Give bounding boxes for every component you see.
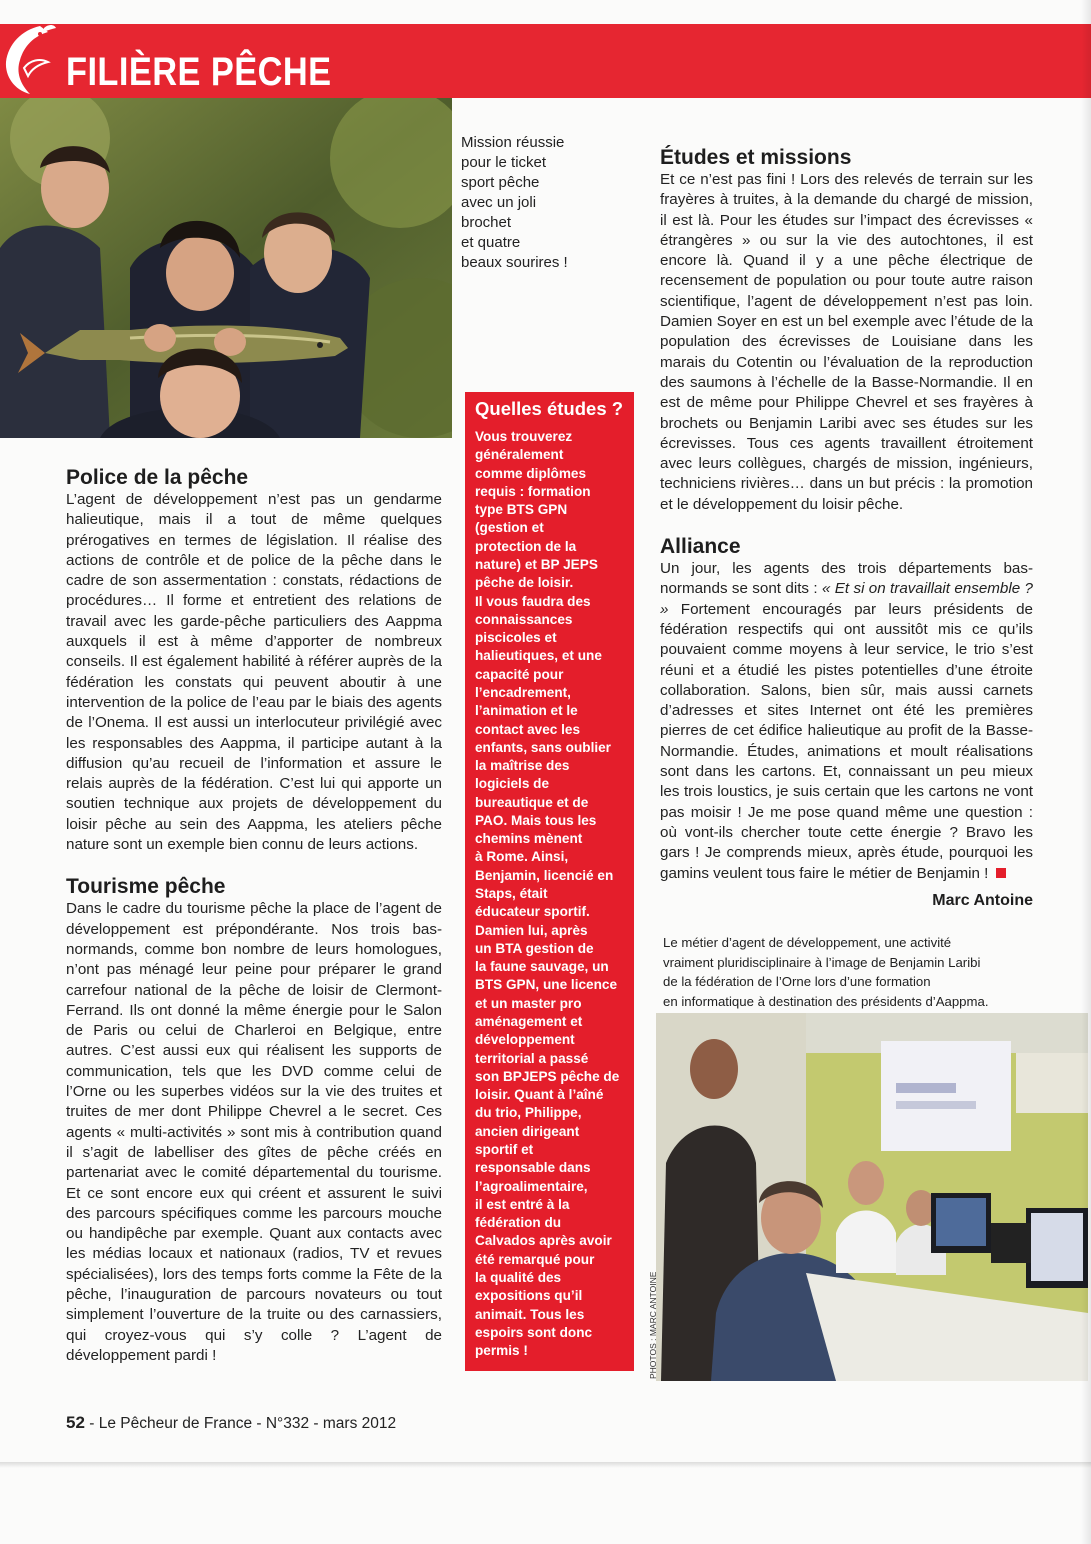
caption-line: avec un joli xyxy=(461,194,537,211)
page-number: 52 xyxy=(66,1413,85,1432)
caption-line: brochet xyxy=(461,214,512,231)
scan-edge-shadow xyxy=(0,1462,1091,1468)
left-column xyxy=(66,466,442,1366)
scan-edge-right xyxy=(1081,0,1091,1544)
caption-line: sport pêche xyxy=(461,174,540,191)
page-footer xyxy=(66,1413,396,1434)
author-signature: Marc Antoine xyxy=(932,891,1033,909)
kids-with-pike-photo xyxy=(0,98,452,438)
heading-police: Police de la pêche xyxy=(66,466,249,489)
sidebar-text: Vous trouverez généralement comme diplômes requis : formation type BTS GPN (gestion et protection de la nature) et BP JEPS pêche de loisir. Il vous faudra des connaissances piscicoles et halieutiques, et une capacité pour l’encadrement, l’animation et le contact avec les enfants, sans oublier la maîtrise des logiciels de bureautique et de PAO. Mais tous les chemins mènent à Rome. Ainsi, Benjamin, licencié en Staps, était éducateur sportif. Damien lui, après un BTA gestion de la faune sauvage, un BTS GPN, une licence et un master pro aménagement et développement territorial a passé son BPJEPS pêche de loisir. Quant à l’aîné du trio, Philippe, ancien dirigeant sportif et responsable dans l’agroalimentaire, il est entré à la fédération du Calvados après avoir été remarqué pour la qualité des expositions qu’il animait. Tous les espoirs sont donc permis ! xyxy=(475,429,620,1359)
paragraph-tourisme: Dans le cadre du tourisme pêche la place de l’agent de développement est prépondérante. Nos trois bas-normands, comme bon nombre de leurs homologues, n’ont pas ménagé leur peine pour préparer le grand carrefour national de la pêche de loisir de Clermont-Ferrand. Ils ont donné la même énergie pour le Salon de Paris ou celui de Charleroi en Belgique, entre autres. C’est aussi eux qui réalisent les supports de communication, tels que les DVD comme celui de l’Orne ou les superbes vidéos sur la vie des truites et truites de mer dont Philippe Chevrel a le secret. Ces agents « multi-activités » sont mis à contribution quand il s’agit de labelliser des gîtes de pêche créés en partenariat avec le comité départemental du tourisme. Et ce sont encore eux qui créent et assurent le suivi des parcours spécifiques comme les parcours mouche ou handipêche par exemple. Quant aux contacts avec les médias locaux et nationaux (radios, TV et revues spécialisées), lors des temps forts comme la Fête de la pêche, l’inauguration de parcours novateurs ou tout simplement l’ouverture de la truite ou des carnassiers, qui croyez-vous qui s’y colle ? L’agent de développement pardi ! xyxy=(66,900,442,1364)
heading-alliance: Alliance xyxy=(660,535,741,559)
photo1-caption xyxy=(461,133,621,273)
section-title: FILIÈRE PÊCHE xyxy=(66,50,332,94)
publication-info: - Le Pêcheur de France - N°332 - mars 2012 xyxy=(84,1415,397,1432)
right-column xyxy=(660,146,1033,912)
heading-tourisme: Tourisme pêche xyxy=(66,875,226,899)
photo2-caption xyxy=(663,933,1023,1011)
paragraph-etudes: Et ce n’est pas fini ! Lors des relevés de terrain sur les frayères à truites, à la demande du chargé de mission, il est là. Pour les études sur l’impact des écrevisses « étrangères » ou sur la vie des autochtones, il est encore là. Quand il y a une pêche électrique de recensement de population ou pour toute autre raison scientifique, l’agent de développement n’est pas loin. Damien Soyer en est un bel exemple avec l’étude de la population des écrevisses de Louisiane dans les marais du Cotentin ou l’évaluation de la reproduction des saumons à l’échelle de la Basse-Normandie. Il en est de même pour Philippe Chevrel et ses frayères à brochets ou Benjamin Laribi avec ses études sur les écrevisses. Tous ces agents travaillent étroitement avec leurs collègues, chargés de mission, ingénieurs, techniciens rivières… dans un but précis : la promotion et le développement du loisir pêche. xyxy=(660,171,1033,513)
training-session-photo xyxy=(656,1013,1088,1381)
caption-line: de la fédération de l’Orne lors d’une formation xyxy=(663,974,931,989)
paragraph-alliance xyxy=(660,559,1033,884)
caption-line: Mission réussie xyxy=(461,134,565,151)
paragraph-police: L’agent de développement n’est pas un gendarme halieutique, mais il a tout de même quelques prérogatives en termes de législation. Il réalise des actions de contrôle et de police de la pêche dans le cadre de son assermentation : constats, rédactions de procédures… Il forme et entretient des relations de travail avec les garde-pêche particuliers des Aappma auxquels il est à même d’apporter de nombreux conseils. Il est également habilité à référer auprès de la fédération les constats qui peuvent aboutir à une intervention de la police de l’eau par le biais des agents de l’Onema. Il est aussi un interlocuteur privilégié avec les responsables des Aappma, il participe autant à la diffusion qu’au recueil de l’information et assure le relais auprès de la fédération. C’est lui qui apporte un soutien technique aux projets de développement du loisir pêche au sein des Aappma, les ateliers pêche nature sont un exemple bien connu de leurs actions. xyxy=(66,491,442,854)
sidebar-box xyxy=(465,392,634,1371)
photo-credit: PHOTOS : MARC ANTOINE xyxy=(648,1271,658,1379)
caption-line: Le métier d’agent de développement, une activité xyxy=(663,935,952,950)
caption-line: en informatique à destination des présidents d’Aappma. xyxy=(663,993,989,1009)
caption-line: beaux sourires ! xyxy=(461,254,568,271)
heading-etudes: Études et missions xyxy=(660,146,852,169)
sidebar-title: Quelles études ? xyxy=(475,398,624,419)
caption-line: vraiment pluridisciplinaire à l’image de Benjamin Laribi xyxy=(663,954,981,970)
alliance-text-start: Un jour, les agents des trois départements bas-normands se sont dits : xyxy=(660,560,1033,598)
caption-line: pour le ticket xyxy=(461,154,547,171)
alliance-text-end: Fortement encouragés par leurs présidents de fédération respectifs qui ont aussitôt mis ce qu’ils pouvaient comme moyens à leur service, le trio s’est réuni et a étudié les pistes potentielles d’une étroite collaboration. Salons, bien sûr, mais aussi carnets d’adresses et sites Internet ont été les premières pierres de cet édifice halieutique au profit de la Basse-Normandie. Études, animations et moult réalisations sont dans les cartons. Et, connaissant un peu mieux les trois loustics, je suis certain que les cartons ne vont pas moisir ! Je me pose quand même une question : où vont-ils chercher toute cette énergie ? Bravo les gars ! Je comprends mieux, après étude, pourquoi les gamins veulent tous faire le métier de Benjamin ! xyxy=(660,600,1033,882)
fish-logo-icon xyxy=(0,20,58,100)
alliance-quote: « Et si on travaillait ensemble ? » xyxy=(660,580,1034,618)
end-of-article-mark xyxy=(996,868,1006,878)
caption-line: et quatre xyxy=(461,234,521,251)
